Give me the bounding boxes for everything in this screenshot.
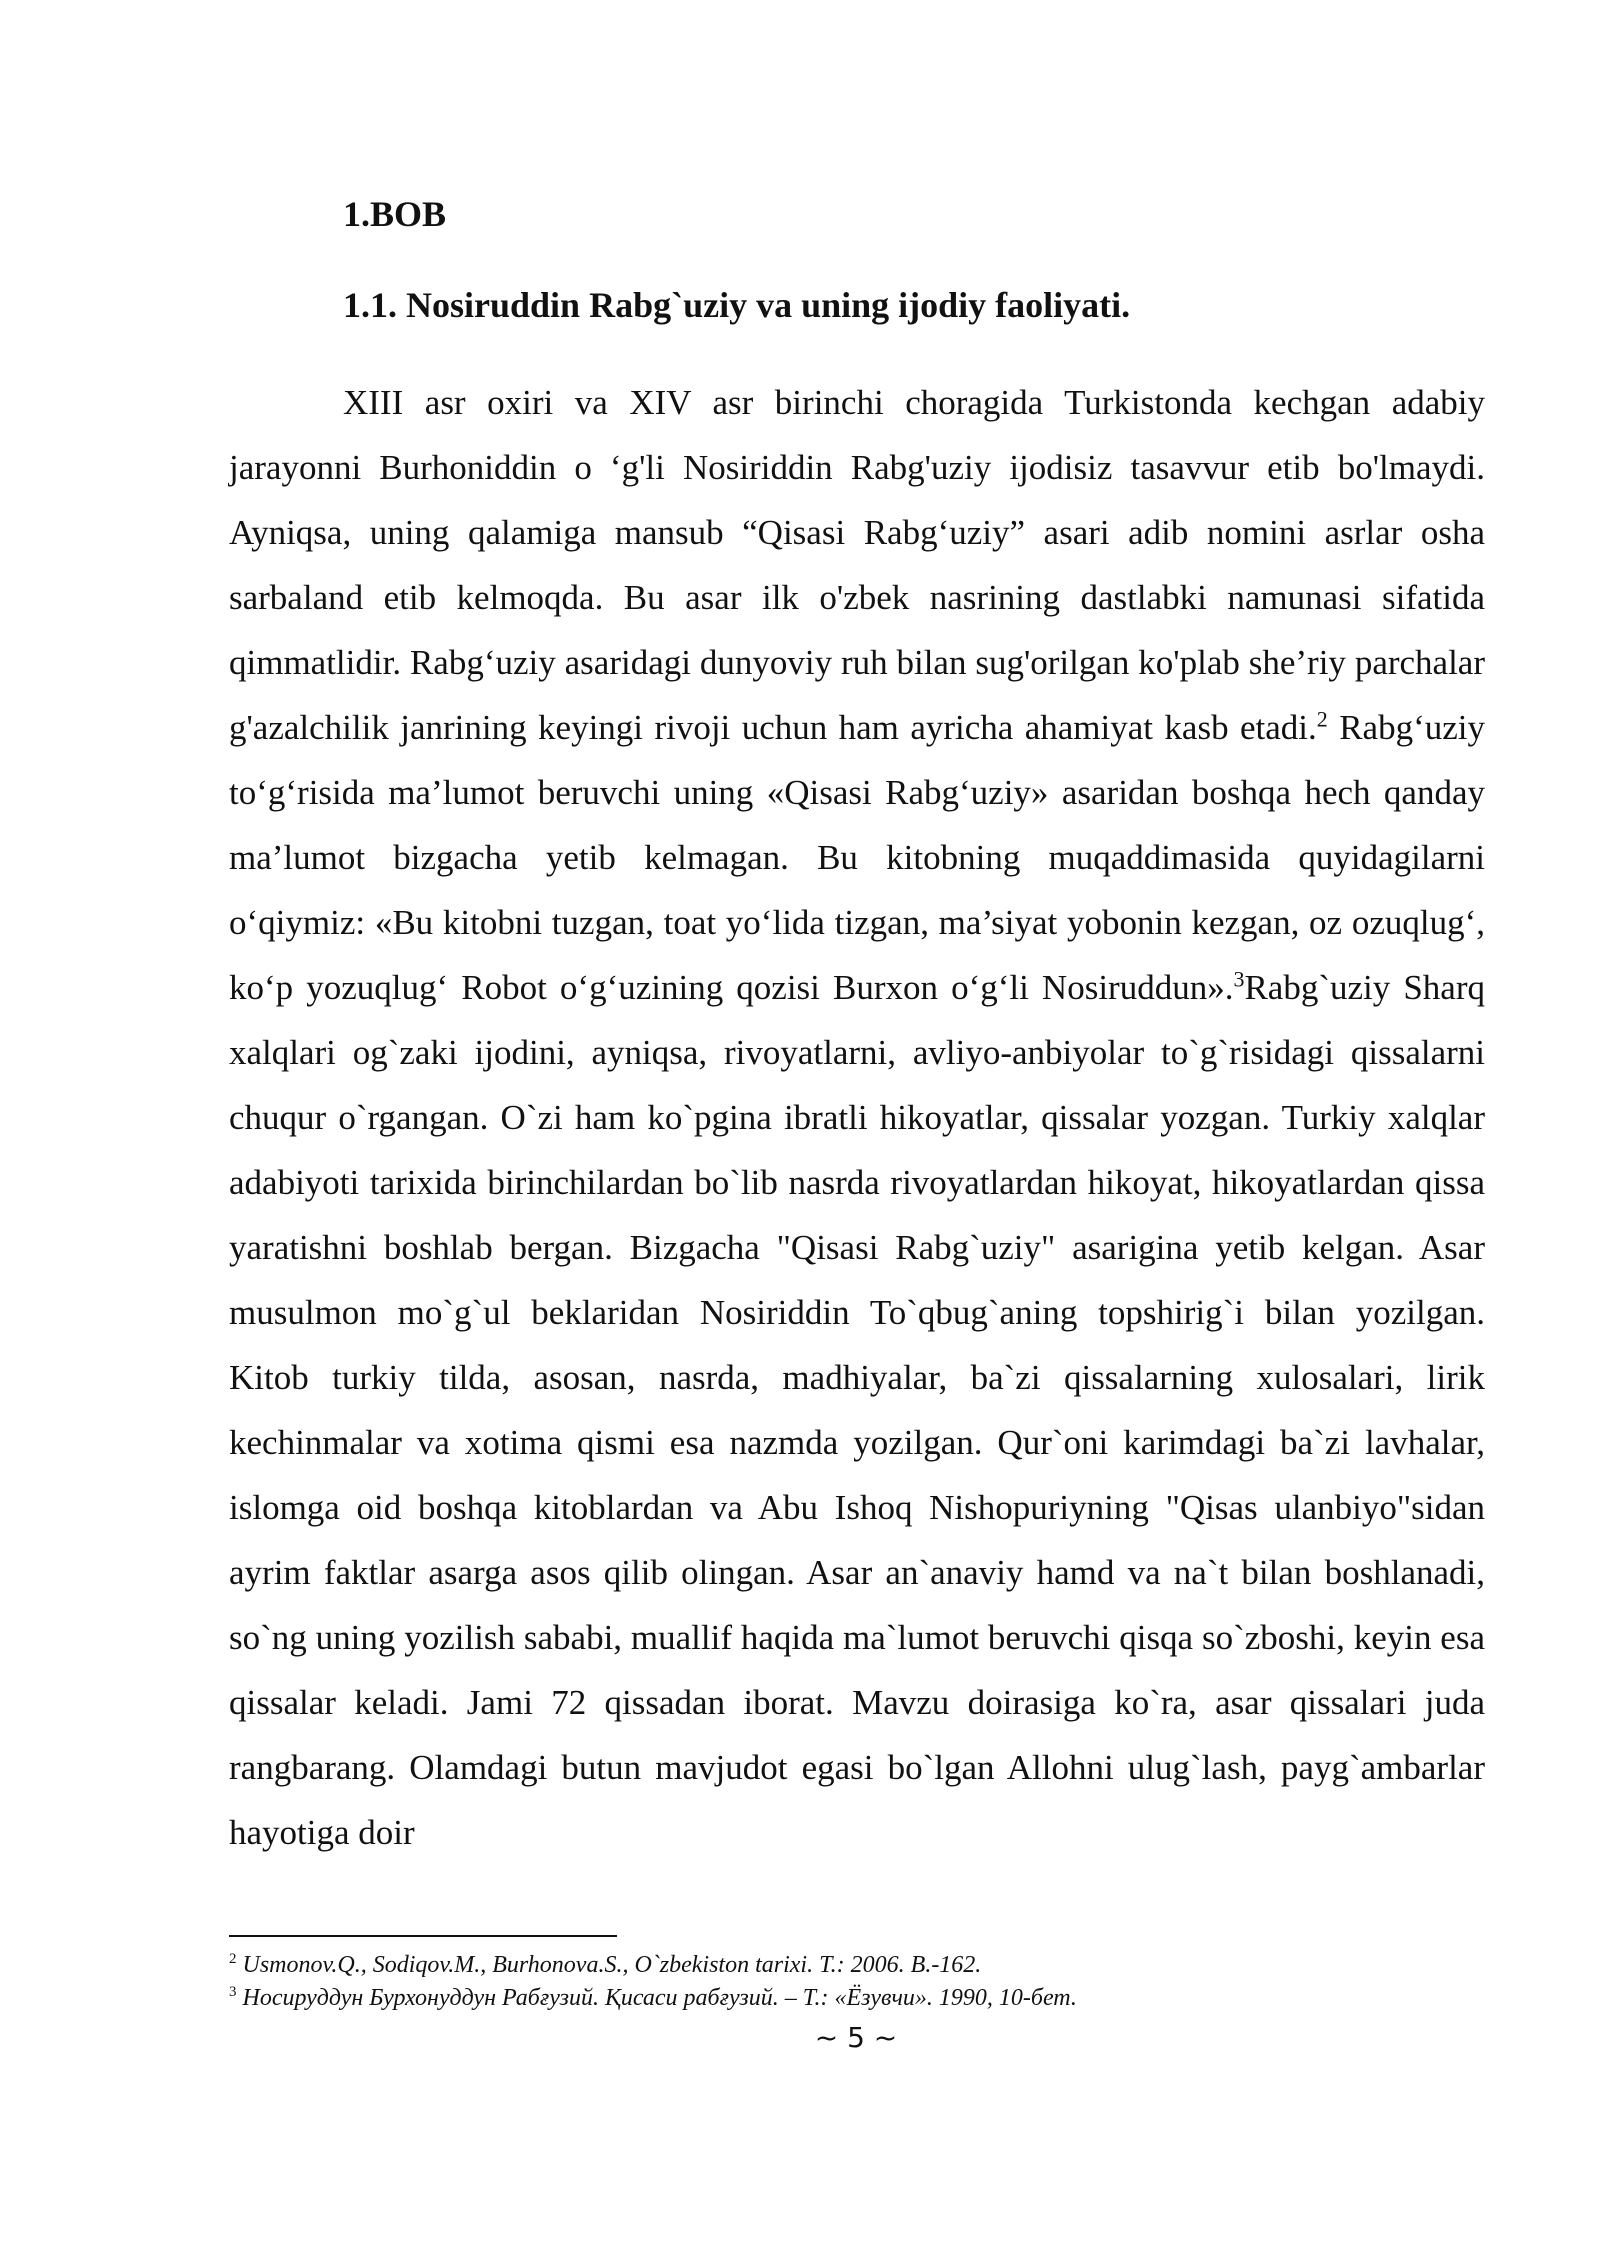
section-title: 1.1. Nosiruddin Rabg`uziy va uning ijodiy faoliyati. [343, 285, 1131, 325]
paragraph-text-part-1: XIII asr oxiri va XIV asr birinchi choragida Turkistonda kechgan adabiy jarayonni Burhoniddin o ‘g'li Nosiriddin Rabg'uziy ijodisiz tasavvur etib bo'lmaydi. Ayniqsa, uning qalamiga mansub “Qisasi Rabg‘uziy” asari adib nomini asrlar osha sarbaland etib kelmoqda. Bu asar ilk o'zbek nasrining dastlabki namunasi sifatida qimmatlidir. Rabg‘uziy asaridagi dunyoviy ruh bilan sug'orilgan ko'plab she’riy parchalar g'azalchilik janrining keyingi rivoji uchun ham ayricha ahamiyat kasb etadi. [229, 383, 1485, 747]
footnote-text: Usmonov.Q., Sodiqov.M., Burhonova.S., O`zbekiston tarixi. T.: 2006. B.-162. [242, 1952, 982, 1978]
footnote-3 [229, 1983, 1489, 2013]
footnote-number: 3 [229, 1984, 237, 2000]
page-number: ~ 5 ~ [814, 2021, 898, 2054]
footnote-divider [229, 1935, 617, 1937]
chapter-title: 1.BOB [343, 194, 447, 234]
footnote-text: Носируддун Бурхонуддун Рабғузий. Қисаси рабғузий. – Т.: «Ёзувчи». 1990, 10-бет. [242, 1985, 1077, 2011]
footnote-reference-2[interactable]: 2 [1316, 706, 1328, 732]
footnote-number: 2 [229, 1951, 237, 1967]
footnote-reference-3[interactable]: 3 [1233, 966, 1245, 992]
body-paragraph [229, 370, 1485, 1865]
paragraph-text-part-2: Rabg‘uziy to‘g‘risida ma’lumot beruvchi uning «Qisasi Rabg‘uziy» asaridan boshqa hech qanday ma’lumot bizgacha yetib kelmagan. Bu kitobning muqaddimasida quyidagilarni o‘qiymiz: «Bu kitobni tuzgan, toat yo‘lida tizgan, ma’siyat yobonin kezgan, oz ozuqlug‘, ko‘p yozuqlug‘ Robot o‘g‘uzining qozisi Burxon o‘g‘li Nosiruddun». [229, 708, 1485, 1007]
paragraph-text-part-3: Rabg`uziy Sharq xalqlari og`zaki ijodini, ayniqsa, rivoyatlarni, avliyo-anbiyolar to`g`risidagi qissalarni chuqur o`rgangan. O`zi ham ko`pgina ibratli hikoyatlar, qissalar yozgan. Turkiy xalqlar adabiyoti tarixida birinchilardan bo`lib nasrda rivoyatlardan hikoyat, hikoyatlardan qissa yaratishni boshlab bergan. Bizgacha "Qisasi Rabg`uziy" asarigina yetib kelgan. Asar musulmon mo`g`ul beklaridan Nosiriddin To`qbug`aning topshirig`i bilan yozilgan. Kitob turkiy tilda, asosan, nasrda, madhiyalar, ba`zi qissalarning xulosalari, lirik kechinmalar va xotima qismi esa nazmda yozilgan. Qur`oni karimdagi ba`zi lavhalar, islomga oid boshqa kitoblardan va Abu Ishoq Nishopuriyning "Qisas ulanbiyo"sidan ayrim faktlar asarga asos qilib olingan. Asar an`anaviy hamd va na`t bilan boshlanadi, so`ng uning yozilish sababi, muallif haqida ma`lumot beruvchi qisqa so`zboshi, keyin esa qissalar keladi. Jami 72 qissadan iborat. Mavzu doirasiga ko`ra, asar qissalari juda rangbarang. Olamdagi butun mavjudot egasi bo`lgan Allohni ulug`lash, payg`ambarlar hayotiga doir [229, 968, 1485, 1852]
footnote-2 [229, 1950, 1489, 1980]
